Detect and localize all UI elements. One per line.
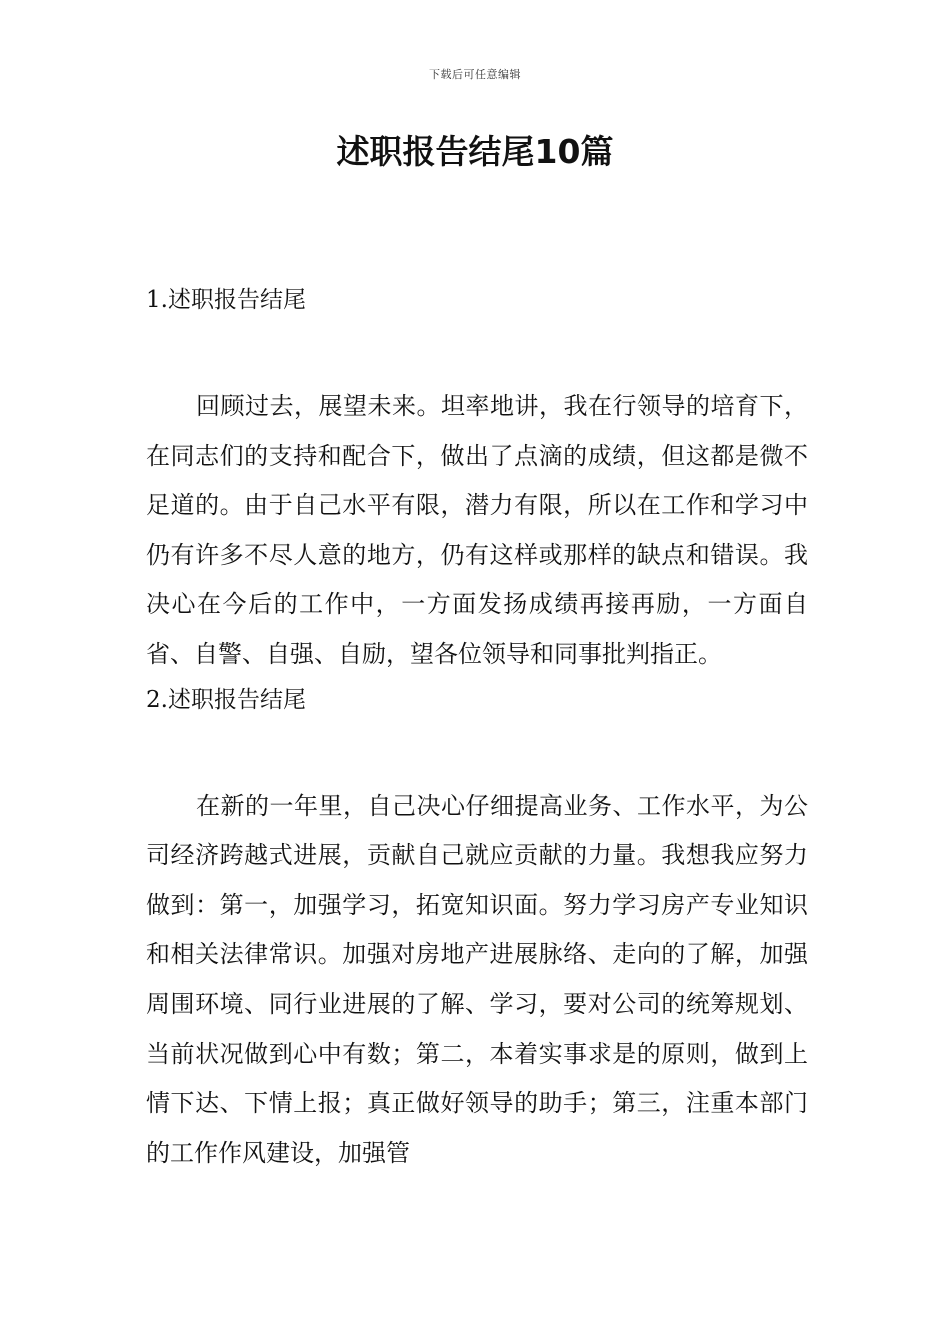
section-paragraph: 在新的一年里，自己决心仔细提高业务、工作水平，为公司经济跨越式进展，贡献自己就应贡献的力量。我想我应努力做到：第一，加强学习，拓宽知识面。努力学习房产专业知识和相关法律常识。加强对房地产进展脉络、走向的了解，加强周围环境、同行业进展的了解、学习，要对公司的统筹规划、当前状况做到心中有数；第二，本着实事求是的原则，做到上情下达、下情上报；真正做好领导的助手；第三，注重本部门的工作作风建设，加强管 bbox=[146, 791, 808, 1167]
header-note: 下载后可任意编辑 bbox=[429, 68, 521, 81]
document-title: 述职报告结尾10篇 bbox=[336, 132, 614, 171]
spacer bbox=[146, 720, 808, 782]
spacer bbox=[146, 320, 808, 382]
document-body bbox=[146, 280, 808, 1178]
section-heading: 1.述职报告结尾 bbox=[146, 287, 306, 313]
section-heading: 2.述职报告结尾 bbox=[146, 686, 306, 713]
section-2 bbox=[146, 680, 808, 1179]
section-paragraph: 回顾过去，展望未来。坦率地讲，我在行领导的培育下，在同志们的支持和配合下，做出了点滴的成绩，但这都是微不足道的。由于自己水平有限，潜力有限，所以在工作和学习中仍有许多不尽人意的地方，仍有这样或那样的缺点和错误。我决心在今后的工作中，一方面发扬成绩再接再励，一方面自省、自警、自强、自励，望各位领导和同事批判指正。 bbox=[146, 392, 808, 668]
section-1 bbox=[146, 280, 808, 680]
